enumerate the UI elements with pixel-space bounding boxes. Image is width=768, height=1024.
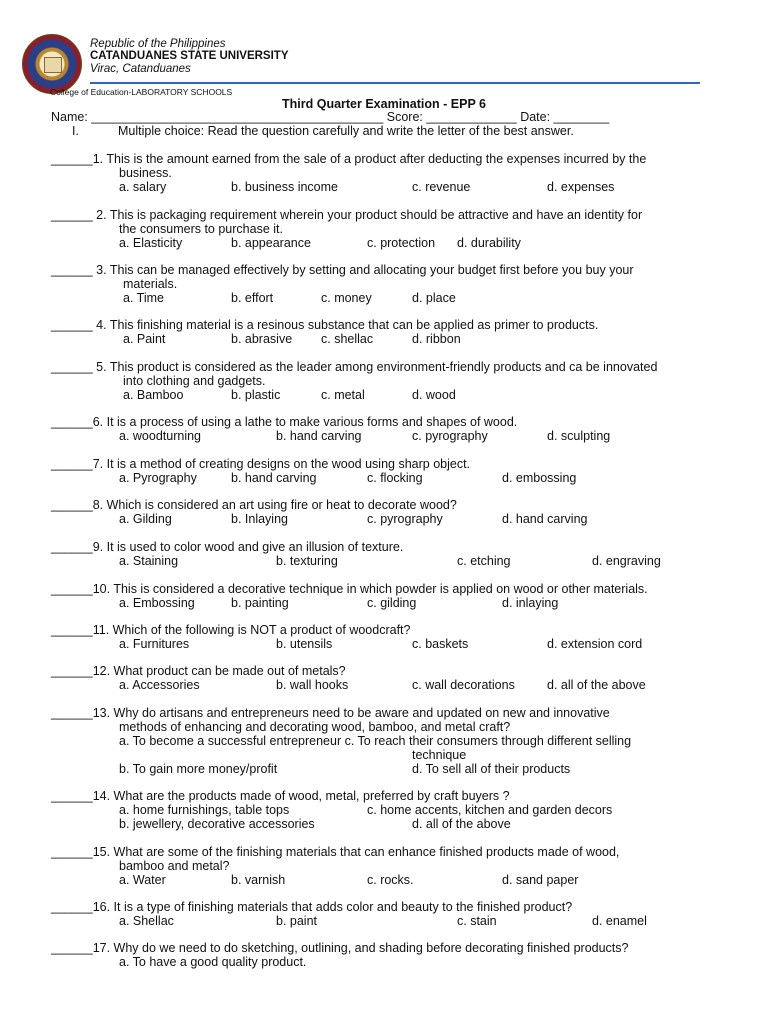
question-text-cont: the consumers to purchase it. [119, 222, 283, 236]
option-d: d. wood [412, 388, 456, 402]
option-a: a. Elasticity [119, 236, 183, 250]
question-text: ______13. Why do artisans and entrepreneurs need to be aware and updated on new and innovative [51, 706, 610, 720]
question-text: ______ 2. This is packaging requirement wherein your product should be attractive and have an identity for [51, 208, 643, 222]
option-a-c: a. To become a successful entrepreneur c. To reach their consumers through different selling [119, 734, 632, 748]
question-text: ______17. Why do we need to do sketching, outlining, and shading before decorating finished products? [51, 941, 629, 955]
question-text: ______11. Which of the following is NOT a product of woodcraft? [51, 623, 411, 637]
option-b: b. hand carving [276, 429, 362, 443]
question-text-cont: bamboo and metal? [119, 859, 230, 873]
option-b: b. Inlaying [231, 512, 288, 526]
option-b: b. wall hooks [276, 678, 349, 692]
option-d: d. all of the above [547, 678, 646, 692]
option-a: a. Embossing [119, 596, 195, 610]
option-a: a. Shellac [119, 914, 174, 928]
question-text-cont: methods of enhancing and decorating wood, bamboo, and metal craft? [119, 720, 511, 734]
university-seal-icon [22, 34, 82, 94]
question-text: ______ 4. This finishing material is a resinous substance that can be applied as primer to products. [51, 318, 599, 332]
option-b: b. hand carving [231, 471, 317, 485]
option-a: a. Staining [119, 554, 179, 568]
option-d: d. extension cord [547, 637, 643, 651]
option-a: a. Paint [123, 332, 166, 346]
option-a: a. Gilding [119, 512, 172, 526]
option-b: b. effort [231, 291, 274, 305]
option-b: b. painting [231, 596, 289, 610]
university-location: Virac, Catanduanes [90, 63, 191, 75]
option-d: d. inlaying [502, 596, 559, 610]
option-b: b. jewellery, decorative accessories [119, 817, 315, 831]
letterhead [22, 34, 682, 94]
option-b: b. appearance [231, 236, 311, 250]
option-c: c. revenue [412, 180, 471, 194]
option-d: d. expenses [547, 180, 615, 194]
option-d: d. sand paper [502, 873, 579, 887]
option-c: c. money [321, 291, 372, 305]
question-text: ______10. This is considered a decorative technique in which powder is applied on wood or other materials. [51, 582, 648, 596]
section-number: I. [72, 124, 79, 138]
question-text: ______1. This is the amount earned from the sale of a product after deducting the expenses incurred by the [51, 152, 647, 166]
option-d: d. place [412, 291, 456, 305]
option-c: c. shellac [321, 332, 374, 346]
option-c: c. rocks. [367, 873, 414, 887]
option-b: b. varnish [231, 873, 286, 887]
option-a: a. To have a good quality product. [119, 955, 307, 969]
option-b: b. paint [276, 914, 318, 928]
option-c: c. flocking [367, 471, 423, 485]
option-b: b. To gain more money/profit [119, 762, 278, 776]
option-b: b. plastic [231, 388, 281, 402]
option-c: c. gilding [367, 596, 417, 610]
question-text: ______16. It is a type of finishing materials that adds color and beauty to the finished product? [51, 900, 573, 914]
option-a: a. Time [123, 291, 164, 305]
option-c: c. protection [367, 236, 436, 250]
section-instructions [72, 124, 574, 138]
option-b: b. abrasive [231, 332, 293, 346]
question-text: ______ 5. This product is considered as the leader among environment-friendly products and ca be innovated [51, 360, 658, 374]
exam-title: Third Quarter Examination - EPP 6 [282, 97, 486, 111]
option-c: c. pyrography [367, 512, 443, 526]
option-a: a. Pyrography [119, 471, 197, 485]
option-a: a. woodturning [119, 429, 202, 443]
option-c: c. pyrography [412, 429, 488, 443]
option-d: d. all of the above [412, 817, 511, 831]
option-c: c. stain [457, 914, 497, 928]
question-text: ______ 3. This can be managed effectively by setting and allocating your budget first before you buy your [51, 263, 634, 277]
seal-shield-icon [44, 57, 62, 73]
college-label: College of Education-LABORATORY SCHOOLS [50, 87, 233, 97]
option-d: d. enamel [592, 914, 647, 928]
name-score-date-line: Name: __________________________________________ Score: _____________ Date: ________ [51, 110, 610, 124]
option-d: d. engraving [592, 554, 661, 568]
question-text-cont: materials. [123, 277, 178, 291]
option-c: c. home accents, kitchen and garden decors [367, 803, 613, 817]
option-a: a. Furnitures [119, 637, 190, 651]
option-d: d. sculpting [547, 429, 611, 443]
question-text-cont: business. [119, 166, 172, 180]
question-text: ______7. It is a method of creating designs on the wood using sharp object. [51, 457, 471, 471]
question-text: ______12. What product can be made out of metals? [51, 664, 346, 678]
option-a: a. salary [119, 180, 167, 194]
option-c: c. baskets [412, 637, 469, 651]
option-d: d. To sell all of their products [412, 762, 571, 776]
option-a: a. Accessories [119, 678, 200, 692]
option-c: c. etching [457, 554, 511, 568]
option-d: d. embossing [502, 471, 577, 485]
option-d: d. ribbon [412, 332, 461, 346]
option-a: a. home furnishings, table tops [119, 803, 290, 817]
option-d: d. durability [457, 236, 521, 250]
university-name: CATANDUANES STATE UNIVERSITY [90, 50, 289, 62]
option-a: a. Bamboo [123, 388, 184, 402]
option-b: b. business income [231, 180, 339, 194]
option-b: b. utensils [276, 637, 333, 651]
question-text: ______14. What are the products made of wood, metal, preferred by craft buyers ? [51, 789, 510, 803]
option-c-cont: technique [412, 748, 467, 762]
option-a: a. Water [119, 873, 166, 887]
option-c: c. wall decorations [412, 678, 515, 692]
question-text: ______15. What are some of the finishing materials that can enhance finished products made of wood, [51, 845, 620, 859]
option-b: b. texturing [276, 554, 338, 568]
question-text: ______6. It is a process of using a lathe to make various forms and shapes of wood. [51, 415, 518, 429]
republic-label: Republic of the Philippines [90, 38, 226, 50]
instructions-text: Multiple choice: Read the question carefully and write the letter of the best answer. [118, 124, 574, 138]
question-text: ______9. It is used to color wood and give an illusion of texture. [51, 540, 404, 554]
question-text-cont: into clothing and gadgets. [123, 374, 266, 388]
question-text: ______8. Which is considered an art using fire or heat to decorate wood? [51, 498, 457, 512]
option-d: d. hand carving [502, 512, 588, 526]
header-divider [90, 82, 700, 84]
option-c: c. metal [321, 388, 365, 402]
